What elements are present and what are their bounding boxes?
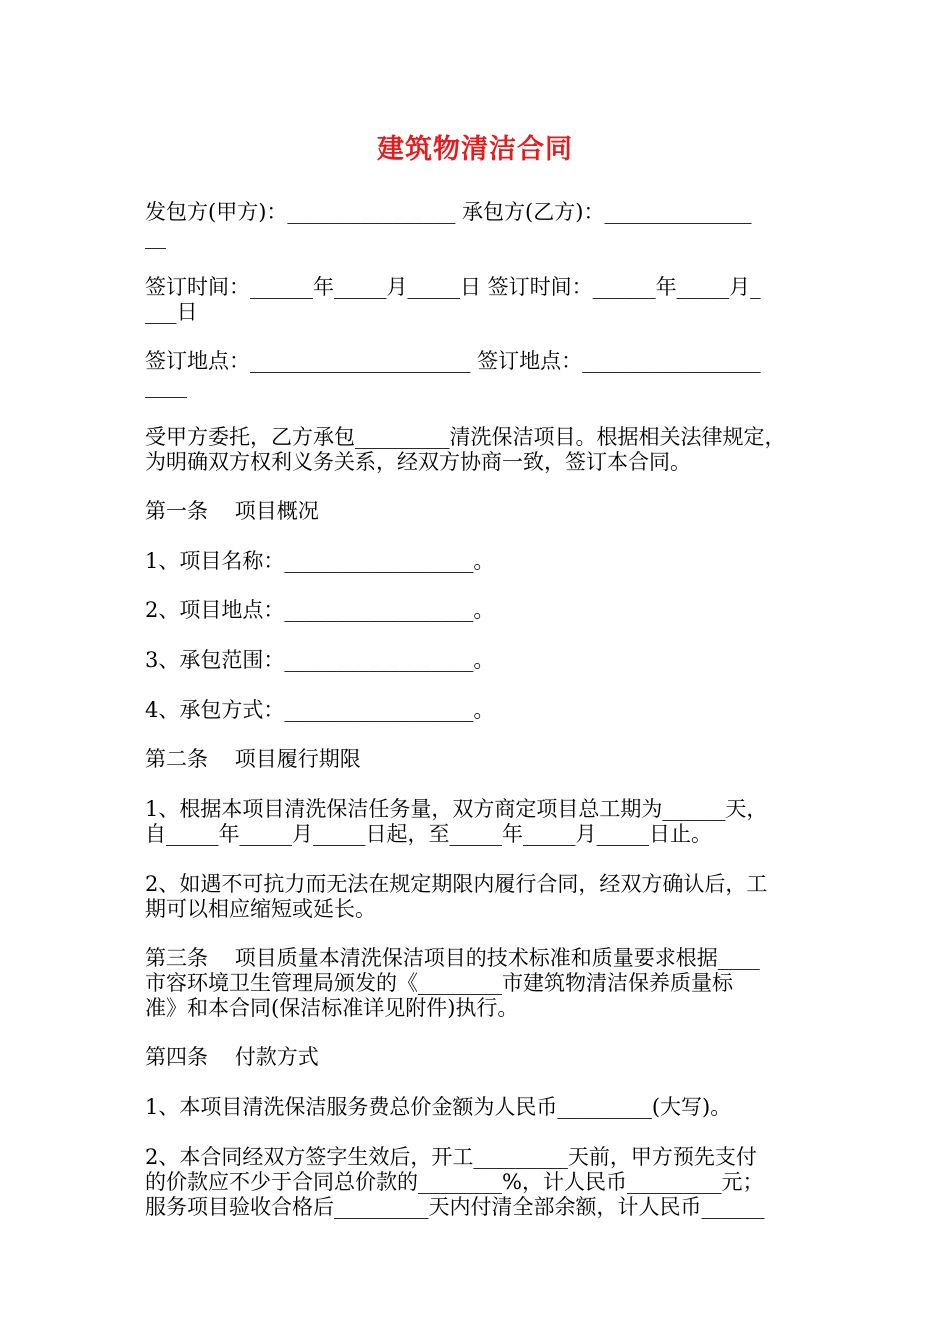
article-2-heading: 第二条 项目履行期限 (145, 747, 361, 771)
document-title: 建筑物清洁合同 (377, 134, 573, 165)
signing-place-line: 签订地点：_____________________ 签订地点：_________________ ____ (145, 349, 761, 398)
clause-item: 1、项目名称：__________________。 (145, 549, 495, 573)
signing-date-line: 签订时间：______年_____月_____日 签订时间：______年_____月_ ___日 (145, 275, 761, 324)
clause-item: 3、承包范围：__________________。 (145, 648, 495, 672)
parties-line: 发包方(甲方)：________________ 承包方(乙方)：______________ __ (145, 200, 752, 249)
article-1-heading: 第一条 项目概况 (145, 499, 319, 523)
clause-item: 4、承包方式：__________________。 (145, 698, 495, 722)
clause-paragraph: 2、如遇不可抗力而无法在规定期限内履行合同，经双方确认后，工 期可以相应缩短或延长。 (145, 872, 768, 921)
article-3-paragraph: 第三条 项目质量本清洗保洁项目的技术标准和质量要求根据____ 市容环境卫生管理局颁发的《________市建筑物清洁保养质量标 准》和本合同(保洁标准详见附件)执行。 (145, 946, 760, 1020)
preamble-paragraph: 受甲方委托，乙方承包_________清洗保洁项目。根据相关法律规定， 为明确双方权利义务关系，经双方协商一致，签订本合同。 (145, 425, 786, 474)
clause-item: 1、本项目清洗保洁服务费总价金额为人民币_________(大写)。 (145, 1095, 732, 1119)
article-4-heading: 第四条 付款方式 (145, 1045, 319, 1069)
clause-item: 2、项目地点：__________________。 (145, 598, 495, 622)
clause-paragraph: 2、本合同经双方签字生效后，开工_________天前，甲方预先支付 的价款应不少于合同总价款的________%，计人民币_________元； 服务项目验收合格后_________天内付清全部余额，计人民币______ (145, 1145, 765, 1219)
clause-paragraph: 1、根据本项目清洗保洁任务量，双方商定项目总工期为______天， 自_____年_____月_____日起，至_____年_____月_____日止。 (145, 797, 768, 846)
